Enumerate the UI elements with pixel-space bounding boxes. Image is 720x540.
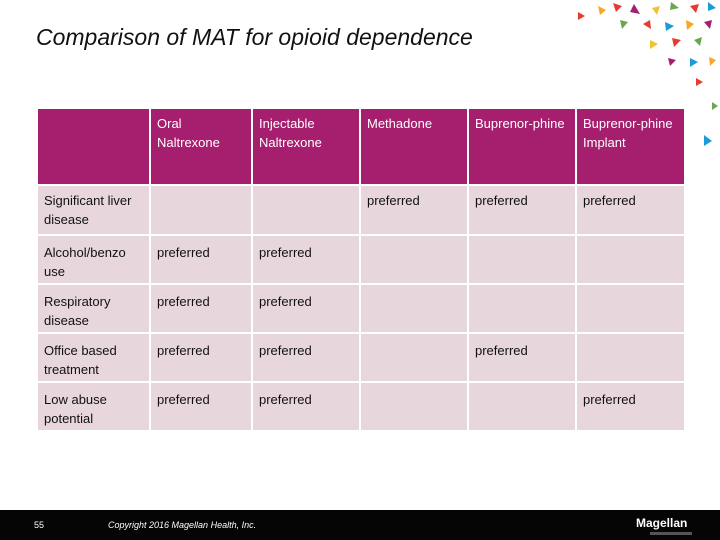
footer-bar xyxy=(0,510,720,540)
row-label: Alcohol/benzo use xyxy=(37,235,150,284)
confetti-piece xyxy=(668,58,676,66)
row-label: Low abuse potential xyxy=(37,382,150,431)
confetti-piece xyxy=(643,20,651,29)
table-cell: preferred xyxy=(360,185,468,235)
confetti-piece xyxy=(690,4,699,13)
confetti-piece xyxy=(708,2,716,11)
confetti-piece xyxy=(672,38,681,47)
table-cell: preferred xyxy=(252,382,360,431)
table-cell xyxy=(468,235,576,284)
confetti-piece xyxy=(709,57,716,66)
table-cell xyxy=(468,382,576,431)
page-number: 55 xyxy=(34,520,45,530)
table-cell: preferred xyxy=(576,382,685,431)
table-cell xyxy=(150,185,252,235)
confetti-piece xyxy=(652,6,660,15)
table-row xyxy=(37,382,685,431)
confetti-piece xyxy=(690,58,698,67)
row-label: Respiratory disease xyxy=(37,284,150,333)
logo-tagline-mark xyxy=(650,532,692,535)
table-cell: preferred xyxy=(150,333,252,382)
table-cell xyxy=(360,235,468,284)
table-row xyxy=(37,333,685,382)
header-cell-oral-naltrexone: Oral Naltrexone xyxy=(150,108,252,185)
confetti-piece xyxy=(613,3,622,12)
confetti-piece xyxy=(704,20,712,29)
table-cell: preferred xyxy=(150,382,252,431)
confetti-piece xyxy=(686,20,694,30)
table-header-row xyxy=(37,108,685,185)
table-cell: preferred xyxy=(468,333,576,382)
table-cell xyxy=(360,382,468,431)
confetti-piece xyxy=(598,6,606,15)
confetti-piece xyxy=(578,12,585,20)
table-cell xyxy=(576,333,685,382)
table-cell: preferred xyxy=(468,185,576,235)
row-label: Significant liver disease xyxy=(37,185,150,235)
confetti-piece xyxy=(665,22,674,31)
header-cell-buprenorphine-implant: Buprenor-phine Implant xyxy=(576,108,685,185)
table-row xyxy=(37,284,685,333)
table-cell: preferred xyxy=(576,185,685,235)
header-cell-injectable-naltrexone: Injectable Naltrexone xyxy=(252,108,360,185)
confetti-piece xyxy=(696,78,703,86)
table-cell: preferred xyxy=(252,235,360,284)
confetti-piece xyxy=(712,102,718,110)
confetti-piece xyxy=(630,4,640,14)
row-label: Office based treatment xyxy=(37,333,150,382)
table-cell: preferred xyxy=(150,284,252,333)
copyright-text: Copyright 2016 Magellan Health, Inc. xyxy=(108,520,257,530)
mat-comparison-table xyxy=(36,107,686,432)
table-cell xyxy=(360,284,468,333)
table-cell xyxy=(576,235,685,284)
table-cell: preferred xyxy=(252,284,360,333)
table-cell xyxy=(576,284,685,333)
logo-text: Magellan xyxy=(636,516,688,530)
slide-title: Comparison of MAT for opioid dependence xyxy=(36,24,473,50)
table-cell xyxy=(252,185,360,235)
table-cell xyxy=(468,284,576,333)
header-cell-empty xyxy=(37,108,150,185)
table-cell: preferred xyxy=(150,235,252,284)
header-cell-buprenorphine: Buprenor-phine xyxy=(468,108,576,185)
table-cell: preferred xyxy=(252,333,360,382)
table-cell xyxy=(360,333,468,382)
confetti-piece xyxy=(704,135,712,146)
header-cell-methadone: Methadone xyxy=(360,108,468,185)
table-row xyxy=(37,185,685,235)
confetti-piece xyxy=(670,2,679,10)
magellan-logo xyxy=(636,516,692,535)
confetti-piece xyxy=(620,20,628,29)
table-row xyxy=(37,235,685,284)
confetti-piece xyxy=(650,40,658,49)
confetti-piece xyxy=(694,37,702,46)
